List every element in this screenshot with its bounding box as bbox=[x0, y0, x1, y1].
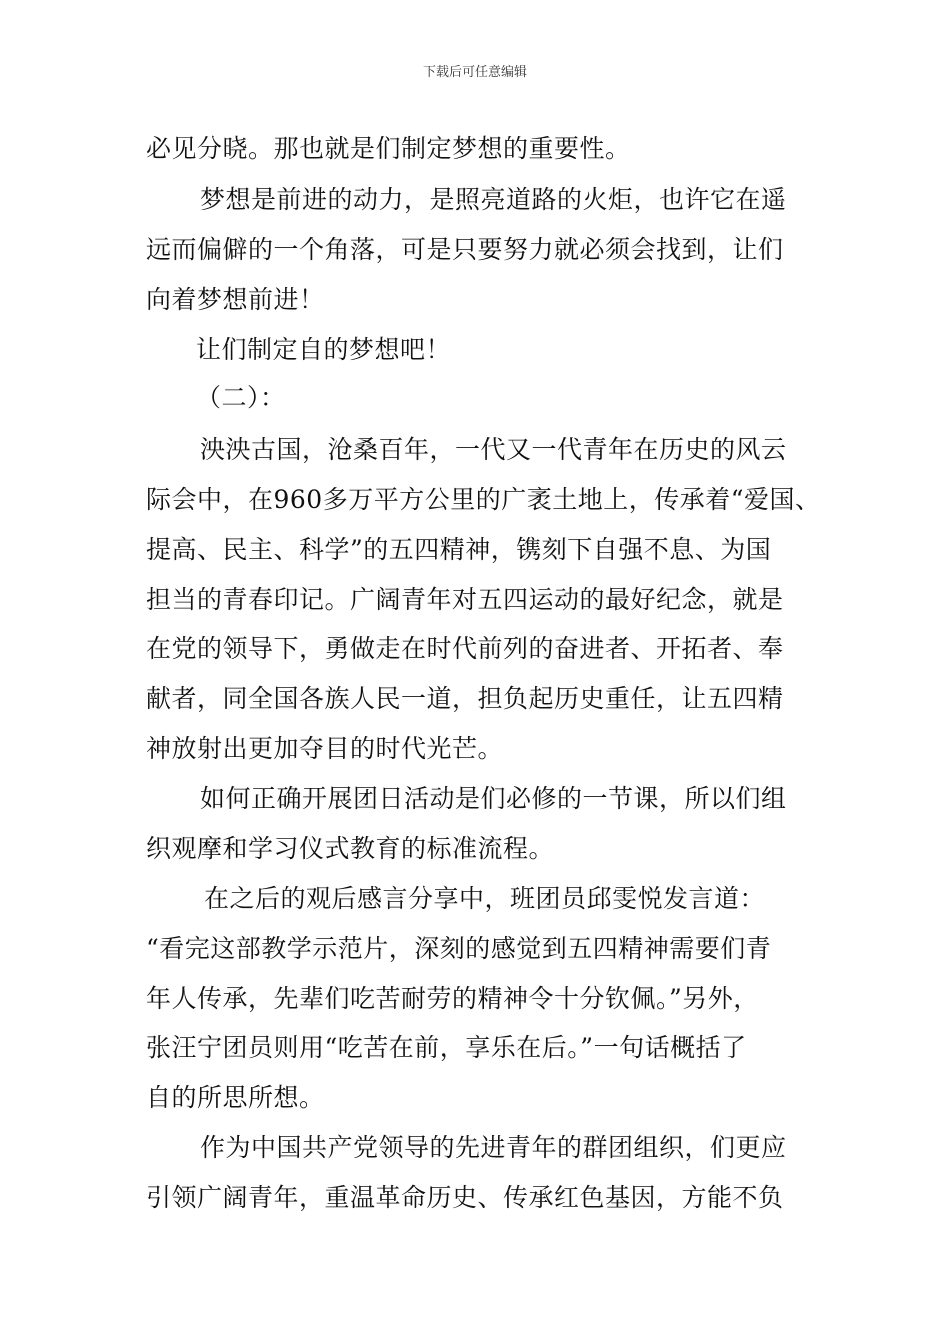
text-line: 向着梦想前进！ bbox=[146, 285, 325, 314]
text-line: 梦想是前进的动力，是照亮道路的火炬，也许它在遥 bbox=[200, 185, 787, 214]
text-line: 必见分晓。那也就是们制定梦想的重要性。 bbox=[146, 134, 631, 163]
text-line: “看完这部教学示范片，深刻的感觉到五四精神需要们青 bbox=[146, 934, 772, 963]
text-line: （二）： bbox=[196, 383, 286, 412]
text-line: 际会中，在960多万平方公里的广袤土地上，传承着“爱国、 bbox=[146, 485, 821, 514]
text-line: 作为中国共产党领导的先进青年的群团组织，们更应 bbox=[200, 1133, 787, 1162]
text-line: 让们制定自的梦想吧！ bbox=[196, 335, 452, 364]
text-line: 如何正确开展团日活动是们必修的一节课，所以们组 bbox=[200, 784, 787, 813]
text-line: 张汪宁团员则用“吃苦在前，享乐在后。”一句话概括了 bbox=[146, 1033, 747, 1062]
text-line: 远而偏僻的一个角落，可是只要努力就必须会找到，让们 bbox=[146, 235, 784, 264]
text-line: 献者，同全国各族人民一道，担负起历史重任，让五四精 bbox=[146, 684, 784, 713]
text-line: 泱泱古国，沧桑百年，一代又一代青年在历史的风云 bbox=[200, 435, 787, 464]
text-line: 自的所思所想。 bbox=[146, 1083, 325, 1112]
page-header-note: 下载后可任意编辑 bbox=[422, 65, 527, 80]
text-line: 在之后的观后感言分享中，班团员邱雯悦发言道： bbox=[204, 884, 766, 913]
text-line: 年人传承，先辈们吃苦耐劳的精神令十分钦佩。”另外， bbox=[146, 984, 759, 1013]
text-line: 提高、民主、科学”的五四精神，镌刻下自强不息、为国 bbox=[146, 535, 772, 564]
text-line: 引领广阔青年，重温革命历史、传承红色基因，方能不负 bbox=[146, 1183, 784, 1212]
text-line: 在党的领导下，勇做走在时代前列的奋进者、开拓者、奉 bbox=[146, 634, 784, 663]
text-line: 神放射出更加夺目的时代光芒。 bbox=[146, 734, 504, 763]
text-line: 织观摩和学习仪式教育的标准流程。 bbox=[146, 834, 555, 863]
text-line: 担当的青春印记。广阔青年对五四运动的最好纪念，就是 bbox=[146, 585, 784, 614]
